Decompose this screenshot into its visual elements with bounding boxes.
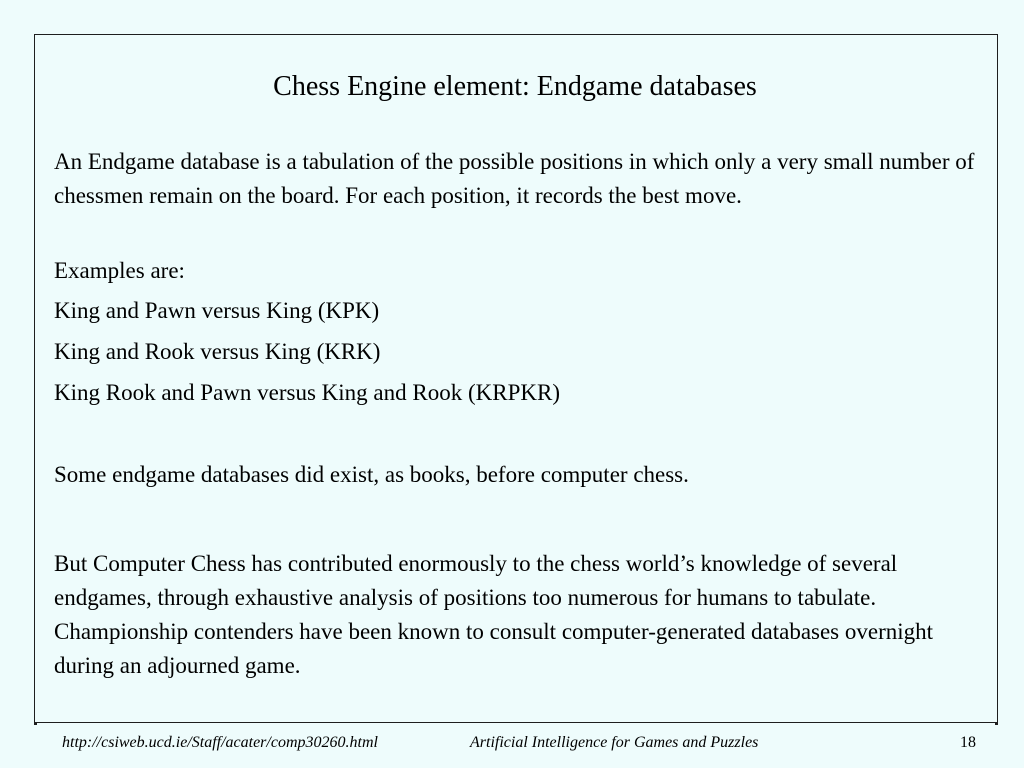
example-item-krk: King and Rook versus King (KRK): [54, 339, 381, 364]
frame-corner-tick-left: [34, 722, 37, 725]
example-item-krpkr: King Rook and Pawn versus King and Rook (KRPKR): [54, 380, 560, 405]
contribution-paragraph: But Computer Chess has contributed enormously to the chess world’s knowledge of several endgames, through exhaustive analysis of positions too numerous for humans to tabulate. Championship contenders have been known to consult computer-generated databases overnight during an adjourned game.: [54, 551, 934, 678]
books-paragraph: Some endgame databases did exist, as books, before computer chess.: [54, 462, 689, 487]
example-item-kpk: King and Pawn versus King (KPK): [54, 298, 380, 323]
intro-paragraph: An Endgame database is a tabulation of the possible positions in which only a very small number of chessmen remain on the board. For each position, it records the best move.: [54, 149, 975, 208]
footer-page-number: 18: [960, 734, 976, 751]
footer-course-title: Artificial Intelligence for Games and Puzzles: [470, 734, 759, 751]
examples-label: Examples are:: [54, 258, 185, 283]
frame-corner-tick-right: [995, 722, 998, 725]
slide-title: Chess Engine element: Endgame databases: [273, 71, 757, 102]
footer-url: http://csiweb.ucd.ie/Staff/acater/comp30260.html: [62, 734, 378, 751]
